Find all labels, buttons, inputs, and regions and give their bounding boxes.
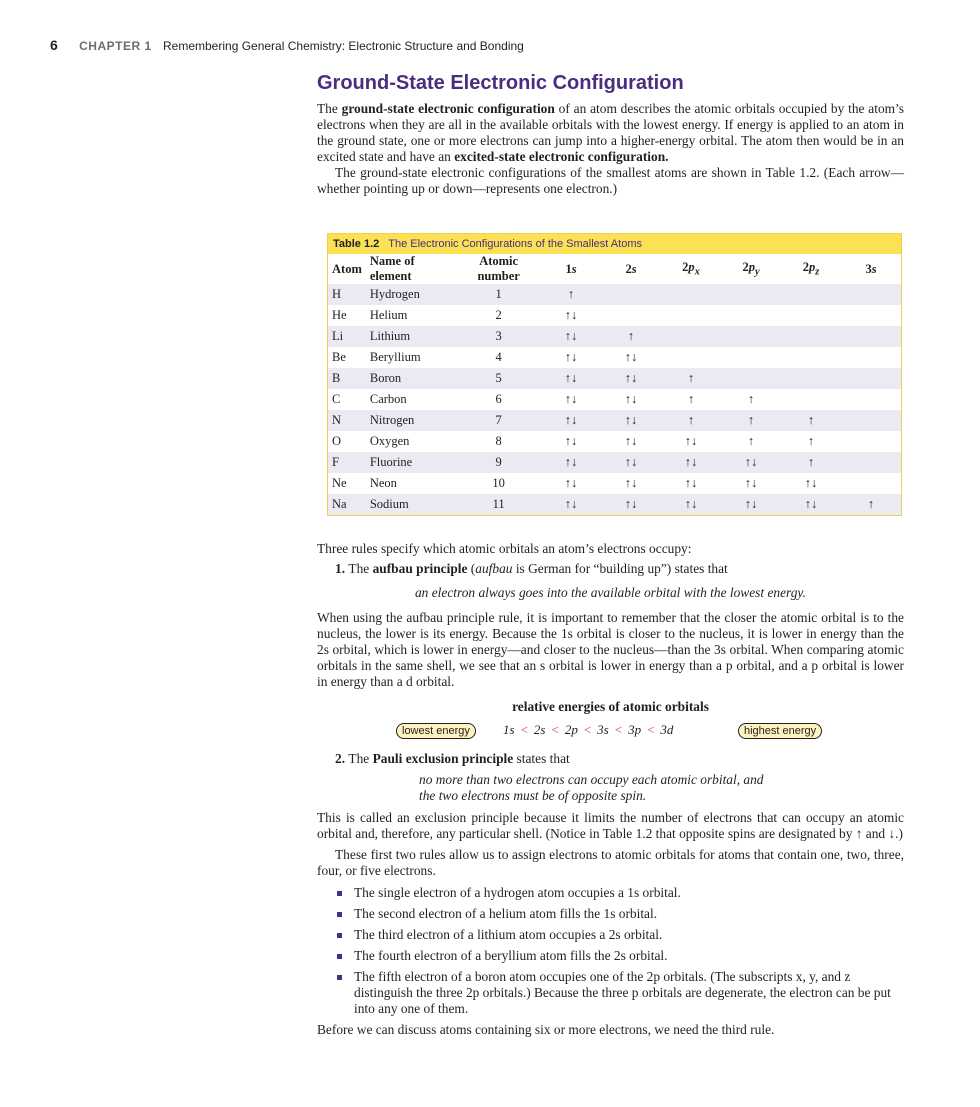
pauli-statement: no more than two electrons can occupy each atomic orbital, and the two electrons must be of opposite spin. — [419, 772, 764, 803]
column-header: 1s — [565, 261, 577, 276]
table-cell: 5 — [456, 368, 541, 389]
table-cell: ↑ — [781, 410, 841, 431]
table-cell: ↑↓ — [721, 494, 781, 515]
chapter-title: Remembering General Chemistry: Electronic Structure and Bonding — [163, 39, 524, 53]
table-cell: ↑ — [601, 326, 661, 347]
rule-2: 2. The Pauli exclusion principle states that — [335, 751, 570, 766]
table-cell — [601, 284, 661, 305]
rules-intro: Three rules specify which atomic orbitals an atom’s electrons occupy: — [317, 541, 692, 556]
table-cell: 3 — [456, 326, 541, 347]
table-cell: Carbon — [369, 392, 407, 406]
electron-config-table — [327, 233, 902, 516]
table-cell: 1 — [456, 284, 541, 305]
table-cell: F — [328, 452, 366, 473]
table-row — [328, 284, 901, 305]
table-cell: C — [332, 392, 341, 406]
column-header: $2p_y$ — [742, 260, 760, 278]
table-cell: ↑↓ — [624, 434, 638, 448]
table-cell — [841, 473, 901, 494]
closing-paragraph: Before we can discuss atoms containing six or more electrons, we need the third rule. — [317, 1022, 775, 1037]
table-row — [328, 431, 901, 452]
table-cell — [841, 305, 901, 326]
bullet-square-icon — [337, 891, 342, 896]
table-row — [328, 326, 901, 347]
table-cell: Nitrogen — [366, 410, 456, 431]
running-header — [50, 37, 524, 53]
table-cell: ↑↓ — [661, 494, 721, 515]
table-cell: Neon — [369, 476, 397, 490]
table-cell: ↑↓ — [601, 410, 661, 431]
intro-paragraph-2: The ground-state electronic configurations of the smallest atoms are shown in Table 1.2. (Each arrow—whether pointing up or down—represents one electron.) — [317, 165, 904, 196]
table-label: Table 1.2 — [333, 238, 380, 250]
table-cell: ↑↓ — [564, 392, 578, 406]
table-row — [328, 389, 901, 410]
table-cell: ↑↓ — [601, 368, 661, 389]
intro-paragraph: The ground-state electronic configuration of an atom describes the atomic orbitals occupied by the atom’s electrons when they are all in the available orbitals with the lowest energy. If energy is applied to an atom in the ground state, one or more electrons can jump into a higher-energy orbital. The atom then would be in an excited state and have an excited-state electronic configuration. — [317, 101, 904, 164]
table-caption — [328, 234, 901, 254]
table-cell: ↑↓ — [744, 476, 758, 490]
table-cell: ↑ — [747, 434, 755, 448]
chapter-label: CHAPTER 1 — [79, 39, 152, 53]
table-row — [328, 368, 901, 389]
table-cell: ↑↓ — [601, 494, 661, 515]
aufbau-term: aufbau principle — [372, 561, 468, 576]
table-row — [328, 494, 901, 515]
table-cell: 4 — [495, 350, 502, 364]
orbital-label: 2p — [564, 722, 578, 737]
term-excited-state: excited-state electronic configuration. — [454, 149, 669, 164]
table-cell — [721, 284, 781, 305]
pauli-term: Pauli exclusion principle — [372, 751, 514, 766]
column-header: 2s — [625, 261, 637, 276]
aufbau-paragraph: When using the aufbau principle rule, it is important to remember that the closer the atomic orbital is to the nucleus, the lower is its energy. Because the 1s orbital is closer to the nucleus, it is lower in energy than the 2s orbital, which is lower in energy—and closer to the nucleus—than the 3s orbital. When comparing atomic orbitals in the same shell, we see that an s orbital is lower in energy than a p orbital, and a p orbital is lower in energy than a d orbital. — [317, 610, 904, 689]
bullet-square-icon — [337, 954, 342, 959]
table-cell — [781, 389, 841, 410]
highest-energy-label: highest energy — [738, 723, 822, 739]
column-header: Atom — [332, 261, 362, 276]
intro-section — [317, 72, 904, 197]
list-item: The second electron of a helium atom fills the 1s orbital. — [317, 906, 904, 922]
table-cell — [781, 368, 841, 389]
table-cell — [601, 305, 661, 326]
bullet-square-icon — [337, 912, 342, 917]
table-cell — [661, 326, 721, 347]
table-cell: ↑↓ — [541, 368, 601, 389]
table-row — [328, 473, 901, 494]
table-cell: ↑↓ — [541, 452, 601, 473]
list-item: The fifth electron of a boron atom occupies one of the 2p orbitals. (The subscripts x, y, and z distinguish the three 2p orbitals.) Because the three p orbitals are degenerate, the electron can be put into any one of them. — [317, 969, 904, 1017]
table-cell: ↑↓ — [684, 434, 698, 448]
orbital-label: 1s — [503, 722, 515, 737]
table-cell: ↑↓ — [721, 452, 781, 473]
table-cell: Na — [328, 494, 366, 515]
table-cell: ↑↓ — [564, 350, 578, 364]
table-cell: ↑↓ — [661, 452, 721, 473]
table-cell: ↑↓ — [564, 434, 578, 448]
table-cell: N — [328, 410, 366, 431]
orbital-label: 2s — [533, 722, 546, 737]
energy-sequence — [396, 722, 836, 742]
table-cell: Li — [328, 326, 366, 347]
less-than-sign: < — [520, 722, 528, 737]
column-header: Name of element — [369, 254, 415, 283]
table-cell: 7 — [456, 410, 541, 431]
table-cell: 2 — [495, 308, 502, 322]
table-cell — [781, 347, 841, 368]
aufbau-statement: an electron always goes into the available orbital with the lowest energy. — [414, 585, 806, 600]
table-cell — [721, 305, 781, 326]
table-cell: B — [328, 368, 366, 389]
rules-paragraph: These first two rules allow us to assign electrons to atomic orbitals for atoms that contain one, two, three, four, or five electrons. — [317, 847, 904, 878]
table-cell — [841, 347, 901, 368]
table-cell — [661, 284, 721, 305]
table-cell: 11 — [456, 494, 541, 515]
table-row — [328, 452, 901, 473]
table-cell: O — [332, 434, 342, 448]
table-cell: Helium — [369, 308, 408, 322]
table-cell — [841, 431, 901, 452]
lowest-energy-label: lowest energy — [396, 723, 476, 739]
column-header: $2p_z$ — [802, 260, 820, 278]
table-cell: Boron — [366, 368, 456, 389]
table-cell — [841, 368, 901, 389]
energy-title: relative energies of atomic orbitals — [512, 699, 709, 714]
bullet-list — [317, 885, 904, 1017]
table-row — [328, 305, 901, 326]
table-cell: ↑ — [747, 392, 755, 406]
rules-section — [317, 541, 904, 715]
table-cell: ↑ — [841, 494, 901, 515]
table-cell: ↑ — [807, 434, 815, 448]
table-cell: Hydrogen — [366, 284, 456, 305]
table-cell: ↑↓ — [804, 476, 818, 490]
table-cell: ↑ — [541, 284, 601, 305]
table-cell: ↑ — [721, 410, 781, 431]
orbital-sequence — [503, 722, 673, 738]
table-cell: ↑↓ — [624, 392, 638, 406]
orbital-label: 3p — [628, 722, 642, 737]
table-cell: ↑ — [661, 410, 721, 431]
table-cell — [661, 305, 721, 326]
table-cell — [721, 326, 781, 347]
term-ground-state: ground-state electronic configuration — [341, 101, 555, 116]
table-cell: Lithium — [366, 326, 456, 347]
table-cell: Beryllium — [369, 350, 421, 364]
pauli-paragraph: This is called an exclusion principle because it limits the number of electrons that can occupy an atomic orbital and, therefore, any particular shell. (Notice in Table 1.2 that opposite spins are designated by ↑ and ↓.) — [317, 810, 904, 841]
table-cell: Be — [332, 350, 346, 364]
orbital-label: 3s — [597, 722, 609, 737]
table-row — [328, 410, 901, 431]
table-cell — [781, 284, 841, 305]
table-cell: He — [332, 308, 347, 322]
pauli-section — [317, 751, 904, 1038]
table-cell — [721, 368, 781, 389]
table-cell — [781, 305, 841, 326]
page-number: 6 — [50, 37, 58, 53]
less-than-sign: < — [583, 722, 592, 737]
table-cell: H — [328, 284, 366, 305]
table-cell: ↑↓ — [781, 494, 841, 515]
config-table — [328, 254, 901, 515]
table-cell — [841, 284, 901, 305]
rule-1: 1. The aufbau principle (aufbau is German for “building up”) states that — [335, 561, 728, 576]
table-row — [328, 347, 901, 368]
table-cell: Fluorine — [366, 452, 456, 473]
table-title: The Electronic Configurations of the Smallest Atoms — [388, 238, 642, 250]
section-title: Ground-State Electronic Configuration — [317, 72, 684, 94]
table-cell — [661, 347, 721, 368]
table-cell: ↑↓ — [684, 476, 698, 490]
table-cell: ↑ — [687, 392, 695, 406]
table-cell: ↑↓ — [601, 452, 661, 473]
table-cell: 8 — [495, 434, 502, 448]
column-header: $2p_x$ — [682, 260, 700, 278]
column-header: Atomic number — [477, 254, 520, 283]
bullet-square-icon — [337, 975, 342, 980]
table-cell: ↑↓ — [541, 494, 601, 515]
table-cell — [721, 347, 781, 368]
table-cell: ↑ — [661, 368, 721, 389]
bullet-square-icon — [337, 933, 342, 938]
table-cell — [841, 410, 901, 431]
table-cell: 6 — [495, 392, 502, 406]
table-cell: 10 — [492, 476, 505, 490]
column-header: 3s — [865, 261, 877, 276]
table-cell: ↑↓ — [541, 410, 601, 431]
table-cell: Ne — [332, 476, 347, 490]
table-cell — [841, 326, 901, 347]
less-than-sign: < — [647, 722, 655, 737]
list-item: The third electron of a lithium atom occupies a 2s orbital. — [317, 927, 904, 943]
table-cell: 9 — [456, 452, 541, 473]
table-cell: ↑↓ — [564, 476, 578, 490]
table-cell — [781, 326, 841, 347]
table-cell: ↑ — [781, 452, 841, 473]
list-item: The fourth electron of a beryllium atom fills the 2s orbital. — [317, 948, 904, 964]
table-cell: ↑↓ — [624, 350, 638, 364]
table-cell: ↑↓ — [541, 326, 601, 347]
table-cell: ↑↓ — [564, 308, 578, 322]
less-than-sign: < — [614, 722, 623, 737]
table-header-row — [328, 254, 901, 284]
orbital-label: 3d — [660, 722, 674, 737]
less-than-sign: < — [551, 722, 559, 737]
table-cell: Sodium — [366, 494, 456, 515]
table-cell — [841, 389, 901, 410]
table-cell: Oxygen — [369, 434, 410, 448]
table-cell — [841, 452, 901, 473]
table-cell: ↑↓ — [624, 476, 638, 490]
list-item: The single electron of a hydrogen atom occupies a 1s orbital. — [317, 885, 904, 901]
